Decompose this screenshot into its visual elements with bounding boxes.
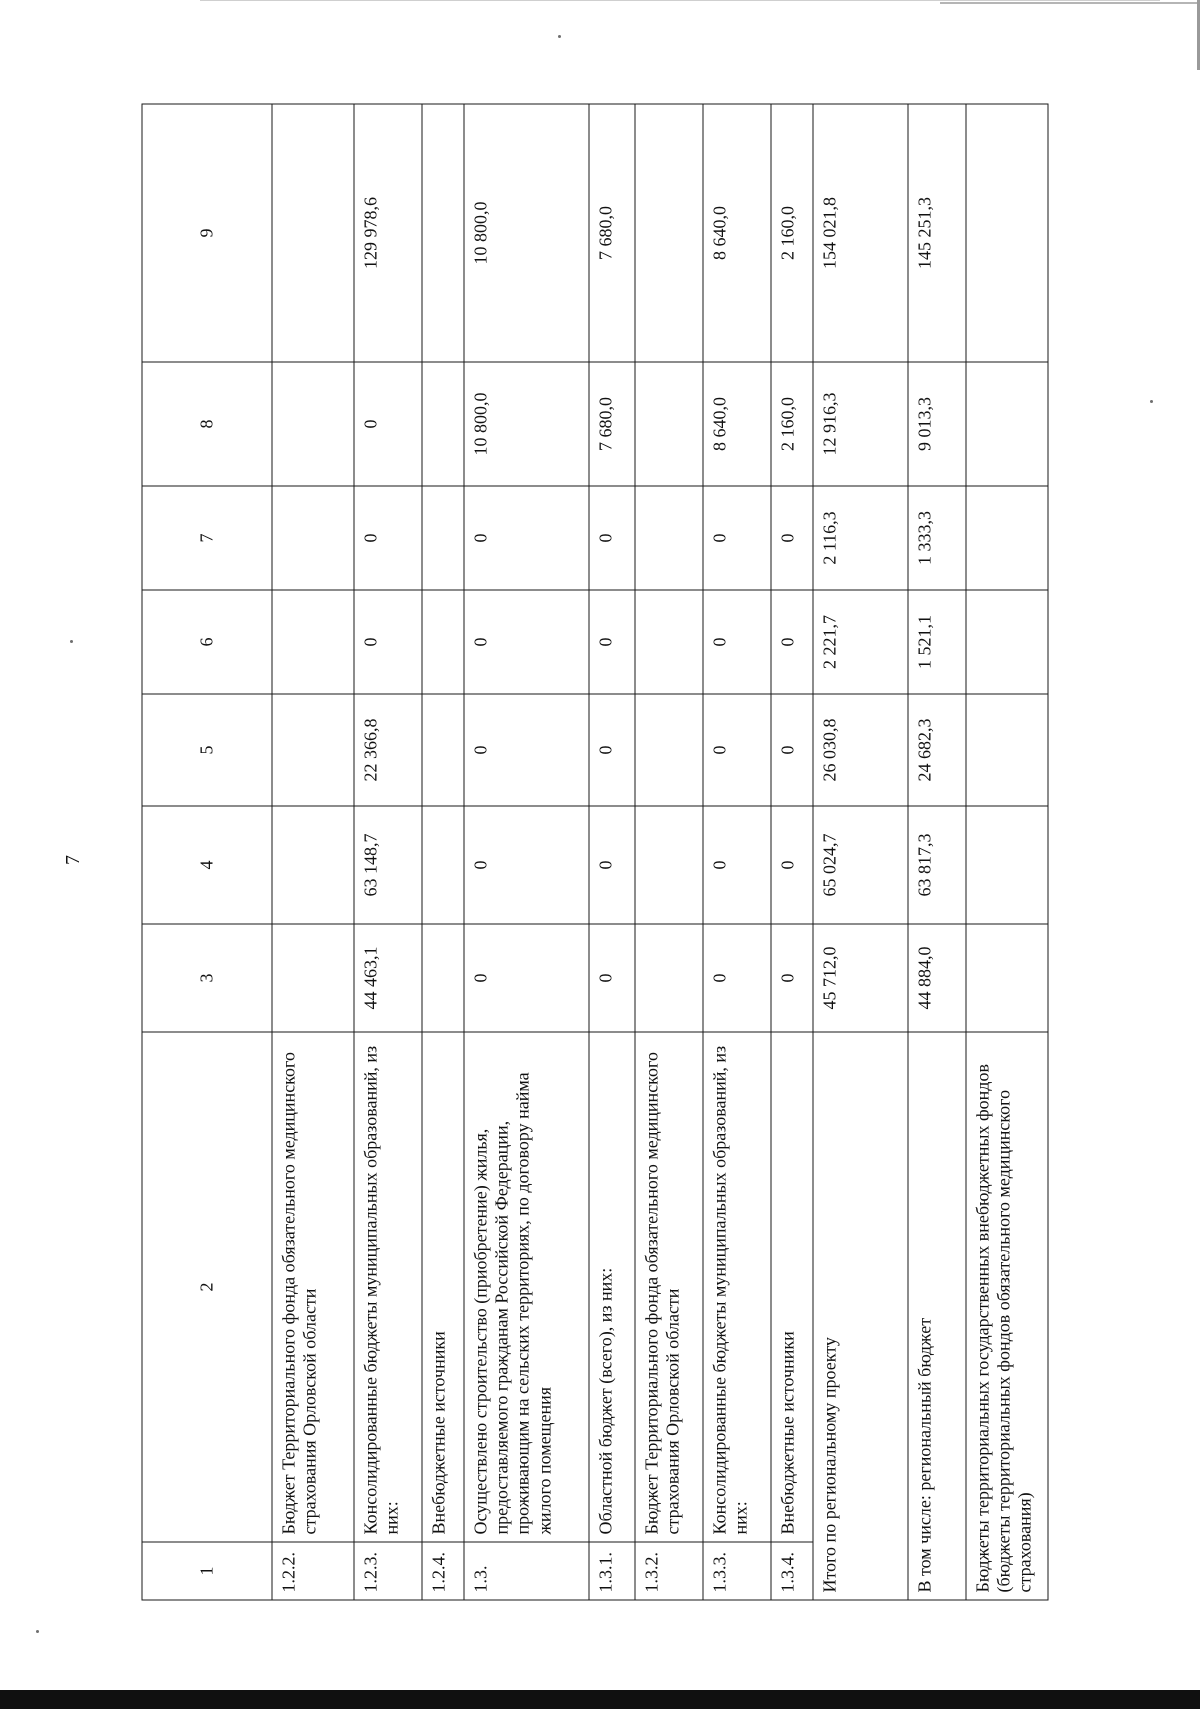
cell-col7: [272, 486, 354, 590]
cell-col7: 1 333,3: [908, 486, 966, 590]
cell-col5: 24 682,3: [908, 694, 966, 806]
row-name: Консолидированные бюджеты муниципальных образований, из них:: [703, 1032, 771, 1542]
table-row: [771, 104, 813, 1600]
cell-col4: [966, 806, 1048, 924]
cell-col9: 2 160,0: [771, 104, 813, 362]
header-cell: 3: [142, 924, 272, 1032]
cell-col8: 8 640,0: [703, 362, 771, 486]
row-code: 1.3.4.: [771, 1542, 813, 1600]
cell-col3: 45 712,0: [813, 924, 908, 1032]
cell-col5: 22 366,8: [354, 694, 422, 806]
row-name: Областной бюджет (всего), из них:: [589, 1032, 635, 1542]
regional-row: [908, 104, 966, 1600]
row-code: 1.3.3.: [703, 1542, 771, 1600]
page-number: 7: [62, 855, 84, 865]
cell-col7: 2 116,3: [813, 486, 908, 590]
row-name: Внебюджетные источники: [422, 1032, 464, 1542]
total-label: Итого по региональному проекту: [813, 1032, 908, 1600]
scan-speck: [1150, 400, 1153, 403]
cell-col3: [635, 924, 703, 1032]
cell-col7: 0: [771, 486, 813, 590]
cell-col9: [272, 104, 354, 362]
header-cell: 1: [142, 1542, 272, 1600]
cell-col9: 8 640,0: [703, 104, 771, 362]
row-code: 1.2.3.: [354, 1542, 422, 1600]
cell-col9: [966, 104, 1048, 362]
row-code: 1.3.1.: [589, 1542, 635, 1600]
scan-speck: [36, 1630, 39, 1633]
funds-row: [966, 104, 1048, 1600]
cell-col3: 44 463,1: [354, 924, 422, 1032]
cell-col8: [966, 362, 1048, 486]
cell-col3: [966, 924, 1048, 1032]
cell-col5: 0: [703, 694, 771, 806]
header-cell: 9: [142, 104, 272, 362]
cell-col5: 26 030,8: [813, 694, 908, 806]
cell-col4: 0: [589, 806, 635, 924]
cell-col6: [635, 590, 703, 694]
cell-col3: 0: [771, 924, 813, 1032]
cell-col4: 65 024,7: [813, 806, 908, 924]
cell-col4: [635, 806, 703, 924]
scan-speck: [558, 35, 561, 38]
row-name: Консолидированные бюджеты муниципальных образований, из них:: [354, 1032, 422, 1542]
table-row: [354, 104, 422, 1600]
cell-col8: 2 160,0: [771, 362, 813, 486]
cell-col5: [272, 694, 354, 806]
row-code: 1.2.2.: [272, 1542, 354, 1600]
cell-col9: 10 800,0: [464, 104, 589, 362]
cell-col5: [966, 694, 1048, 806]
scan-top-edge: [0, 0, 1200, 3]
cell-col4: [272, 806, 354, 924]
cell-col5: 0: [771, 694, 813, 806]
table-header-row: [142, 104, 272, 1600]
cell-col8: [272, 362, 354, 486]
cell-col8: 9 013,3: [908, 362, 966, 486]
total-row: [813, 104, 908, 1600]
table-row: [635, 104, 703, 1600]
cell-col9: [635, 104, 703, 362]
header-cell: 8: [142, 362, 272, 486]
row-code: 1.3.: [464, 1542, 589, 1600]
cell-col9: [422, 104, 464, 362]
cell-col6: [272, 590, 354, 694]
row-name: Бюджет Территориального фонда обязательного медицинского страхования Орловской области: [635, 1032, 703, 1542]
header-cell: 4: [142, 806, 272, 924]
cell-col8: 7 680,0: [589, 362, 635, 486]
cell-col6: 0: [354, 590, 422, 694]
cell-col8: 12 916,3: [813, 362, 908, 486]
cell-col5: 0: [464, 694, 589, 806]
scan-bottom-edge: [0, 1690, 1200, 1709]
cell-col9: 154 021,8: [813, 104, 908, 362]
row-code: 1.2.4.: [422, 1542, 464, 1600]
cell-col5: 0: [589, 694, 635, 806]
header-cell: 6: [142, 590, 272, 694]
cell-col7: [966, 486, 1048, 590]
cell-col6: 2 221,7: [813, 590, 908, 694]
cell-col6: [422, 590, 464, 694]
cell-col3: [422, 924, 464, 1032]
regional-label: В том числе: региональный бюджет: [908, 1032, 966, 1600]
table-row: [422, 104, 464, 1600]
cell-col4: [422, 806, 464, 924]
cell-col3: 0: [703, 924, 771, 1032]
row-name: Внебюджетные источники: [771, 1032, 813, 1542]
header-cell: 5: [142, 694, 272, 806]
cell-col4: 0: [703, 806, 771, 924]
cell-col6: [966, 590, 1048, 694]
cell-col6: 1 521,1: [908, 590, 966, 694]
cell-col8: [635, 362, 703, 486]
table-row: [464, 104, 589, 1600]
cell-col8: 10 800,0: [464, 362, 589, 486]
row-name: Бюджет Территориального фонда обязательного медицинского страхования Орловской области: [272, 1032, 354, 1542]
cell-col9: 145 251,3: [908, 104, 966, 362]
cell-col7: 0: [589, 486, 635, 590]
table-row: [703, 104, 771, 1600]
row-code: 1.3.2.: [635, 1542, 703, 1600]
cell-col7: 0: [464, 486, 589, 590]
table-row: [589, 104, 635, 1600]
cell-col4: 0: [771, 806, 813, 924]
cell-col3: [272, 924, 354, 1032]
header-cell: 7: [142, 486, 272, 590]
table-row: [272, 104, 354, 1600]
cell-col5: [422, 694, 464, 806]
cell-col7: 0: [354, 486, 422, 590]
cell-col7: [635, 486, 703, 590]
cell-col9: 7 680,0: [589, 104, 635, 362]
cell-col7: [422, 486, 464, 590]
cell-col6: 0: [464, 590, 589, 694]
header-cell: 2: [142, 1032, 272, 1542]
funds-label: Бюджеты территориальных государственных внебюджетных фондов (бюджеты территориальных фондов обязательного медицинского страхования): [966, 1032, 1048, 1600]
cell-col8: [422, 362, 464, 486]
budget-table: [142, 104, 1049, 1601]
cell-col8: 0: [354, 362, 422, 486]
cell-col7: 0: [703, 486, 771, 590]
rotated-table-wrapper: [142, 105, 1049, 1601]
cell-col6: 0: [703, 590, 771, 694]
cell-col4: 0: [464, 806, 589, 924]
cell-col3: 0: [589, 924, 635, 1032]
scan-speck: [70, 640, 73, 643]
cell-col5: [635, 694, 703, 806]
cell-col3: 44 884,0: [908, 924, 966, 1032]
cell-col3: 0: [464, 924, 589, 1032]
cell-col6: 0: [589, 590, 635, 694]
cell-col9: 129 978,6: [354, 104, 422, 362]
cell-col4: 63 817,3: [908, 806, 966, 924]
cell-col6: 0: [771, 590, 813, 694]
cell-col4: 63 148,7: [354, 806, 422, 924]
row-name: Осуществлено строительство (приобретение) жилья, предоставляемого гражданам Российской Федерации, проживающим на сельских территориях, по договору найма жилого помещения: [464, 1032, 589, 1542]
